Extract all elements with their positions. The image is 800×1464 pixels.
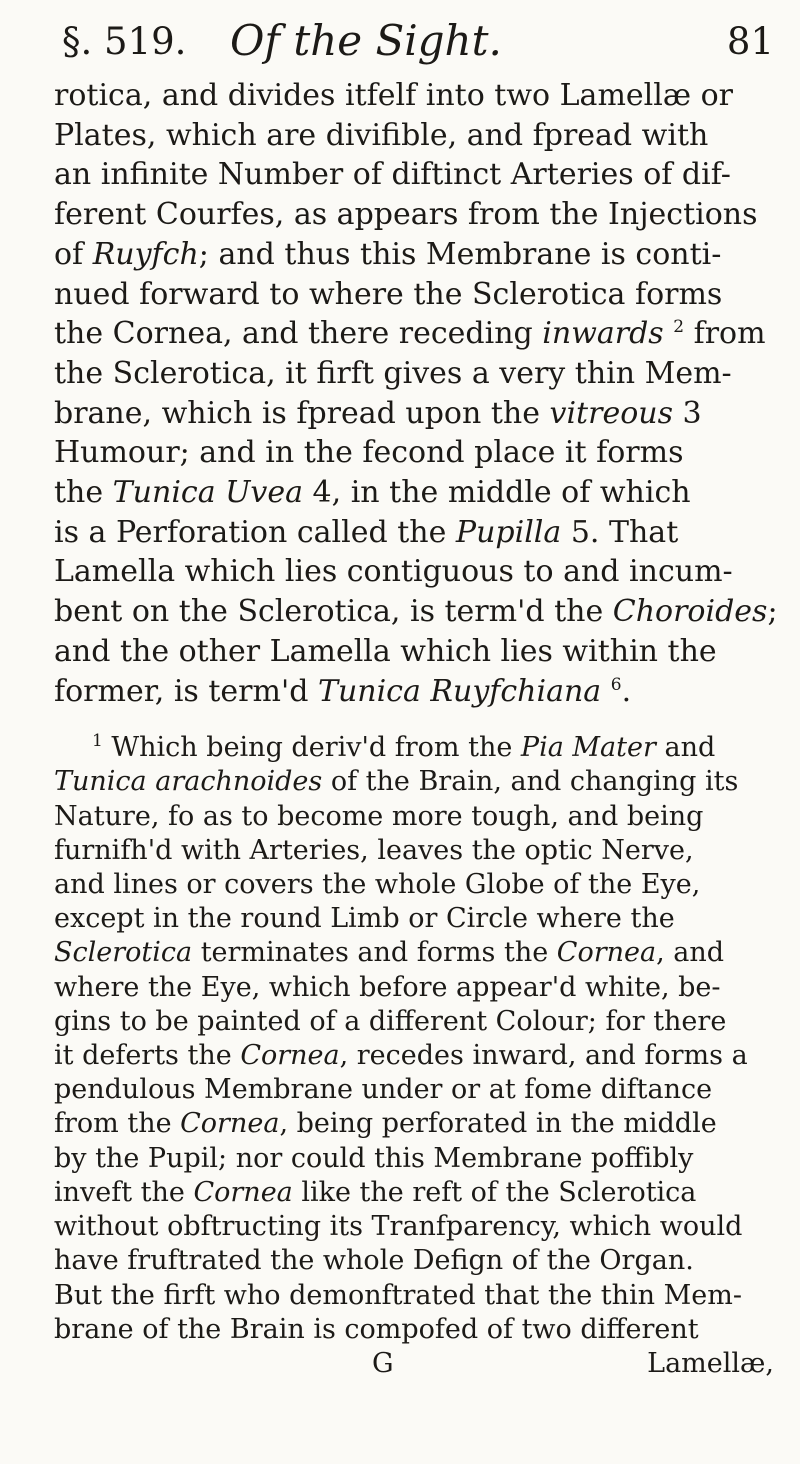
main-text <box>54 76 778 711</box>
footnote-line: But the firft who demonftrated that the thin Mem- <box>54 1279 742 1311</box>
text-line: nued forward to where the Sclerotica forms <box>54 276 723 312</box>
footnote-line: Nature, fo as to become more tough, and being <box>54 800 704 832</box>
text-line: is a Perforation called the Pupilla 5. That <box>54 514 679 550</box>
text-line: Lamella which lies contiguous to and incum- <box>54 554 733 590</box>
footnote-line: have fruftrated the whole Defign of the Organ. <box>54 1245 694 1277</box>
footnote-line: gins to be painted of a different Colour; for there <box>54 1005 727 1037</box>
text-line: Humour; and in the fecond place it forms <box>54 435 684 471</box>
text-line: and the other Lamella which lies within the <box>54 633 717 669</box>
text-line: the Sclerotica, it firft gives a very thin Mem- <box>54 355 732 391</box>
signature-mark: G <box>372 1347 394 1379</box>
footnote-line: except in the round Limb or Circle where the <box>54 903 675 935</box>
footnote-line: Sclerotica terminates and forms the Cornea, and <box>54 937 725 969</box>
footnote-marker: 1 <box>92 731 103 752</box>
footnote-line: Tunica arachnoides of the Brain, and changing its <box>54 766 739 798</box>
text-line: of Ruyfch; and thus this Membrane is conti- <box>54 236 722 272</box>
footnote-line: brane of the Brain is compofed of two different <box>54 1313 699 1345</box>
catchword: Lamellæ, <box>647 1347 774 1379</box>
footnote-line: furnifh'd with Arteries, leaves the optic Nerve, <box>54 834 694 866</box>
running-title: Of the Sight. <box>230 16 502 65</box>
text-line: the Tunica Uvea 4, in the middle of which <box>54 475 691 511</box>
footnote-ref: 6 <box>610 674 622 695</box>
text-line: bent on the Sclerotica, is term'd the Choroides; <box>54 594 778 630</box>
footnote-line: $^1$ Which being deriv'd from the Pia Mater and <box>92 731 716 764</box>
text-line: an infinite Number of diftinct Arteries of dif- <box>54 157 731 193</box>
text-line: brane, which is fpread upon the vitreous 3 <box>54 395 702 431</box>
signature-line <box>54 1347 774 1381</box>
footnote-line: inveft the Cornea like the reft of the Sclerotica <box>54 1176 697 1208</box>
text-line: the Cornea, and there receding inwards $^2$ from <box>54 316 766 352</box>
section-number: §. 519. <box>62 20 187 63</box>
footnote-line: it deferts the Cornea, recedes inward, and forms a <box>54 1040 748 1072</box>
footnote-line: without obftructing its Tranfparency, which would <box>54 1211 743 1243</box>
page-number: 81 <box>726 20 774 63</box>
footnote-line: pendulous Membrane under or at fome diftance <box>54 1074 713 1106</box>
footnote-line: and lines or covers the whole Globe of the Eye, <box>54 869 701 901</box>
book-page <box>54 14 778 1381</box>
footnote <box>54 731 774 1381</box>
text-line: ferent Courfes, as appears from the Injections <box>54 197 758 233</box>
footnote-ref: 2 <box>673 317 685 338</box>
text-line: former, is term'd Tunica Ruyfchiana $^6$. <box>54 673 632 709</box>
footnote-line: where the Eye, which before appear'd white, be- <box>54 971 721 1003</box>
running-header <box>54 14 774 72</box>
footnote-line: by the Pupil; nor could this Membrane poffibly <box>54 1142 694 1174</box>
text-line: rotica, and divides itfelf into two Lamellæ or <box>54 78 733 113</box>
text-line: Plates, which are divifible, and fpread with <box>54 117 709 153</box>
footnote-line: from the Cornea, being perforated in the middle <box>54 1108 717 1140</box>
